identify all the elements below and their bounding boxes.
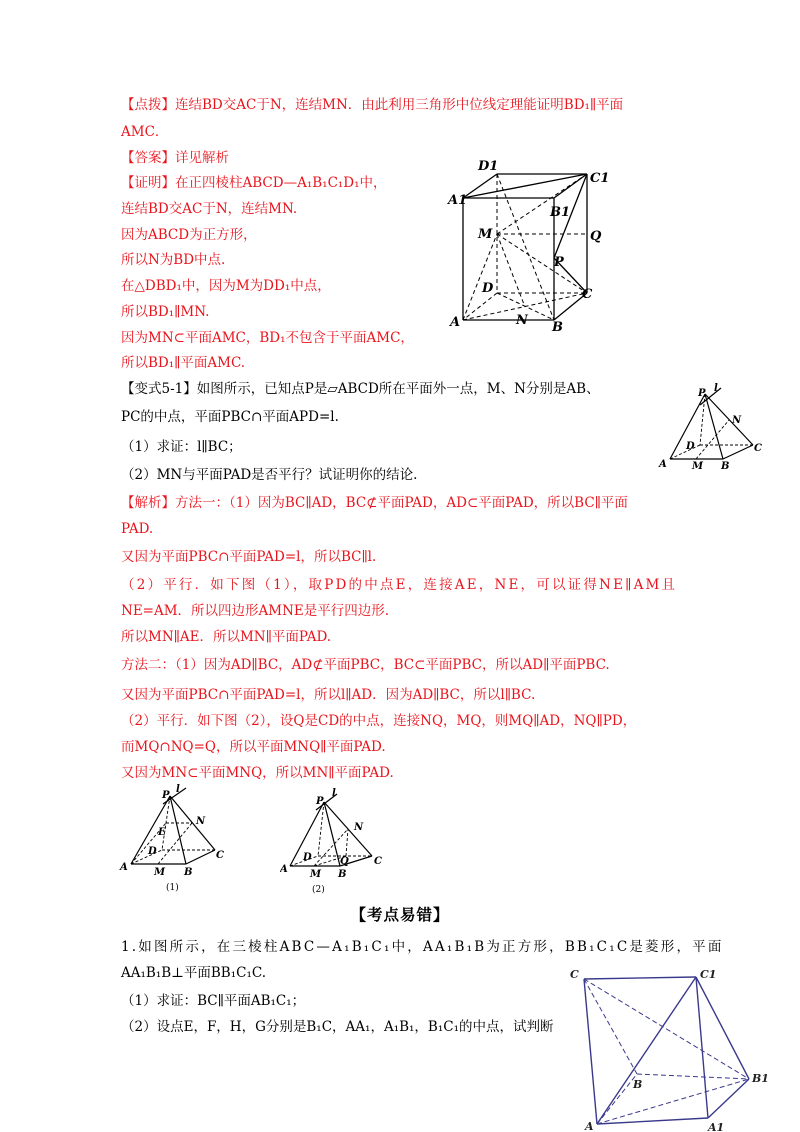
label-A: A: [120, 862, 128, 873]
label-C: C: [754, 443, 762, 454]
label-N: N: [516, 313, 528, 328]
variant-question-cont: PC的中点，平面PBC∩平面APD=l.: [121, 409, 339, 425]
solution-line: 又因为MN⊂平面MNQ，所以MN∥平面PAD.: [121, 765, 394, 781]
question-part-2: （2）MN与平面PAD是否平行？试证明你的结论.: [121, 467, 418, 483]
proof-line: 因为ABCD为正方形，: [121, 227, 257, 243]
label-P: P: [698, 388, 706, 399]
label-E: E: [158, 827, 166, 838]
label-N: N: [354, 822, 364, 833]
proof-line: 所以BD₁∥平面AMC.: [121, 355, 246, 371]
question-part-1: （1）求证：l∥BC；: [121, 439, 242, 455]
prism-figure: [440, 152, 610, 337]
solution-line: PAD.: [121, 521, 154, 537]
label-A1: A1: [448, 193, 468, 208]
problem-1-part-2: （2）设点E，F，H，G分别是B₁C，AA₁，A₁B₁，B₁C₁的中点，试判断: [121, 1019, 554, 1035]
figure-1: [118, 784, 233, 894]
label-C: C: [582, 287, 593, 302]
hint-line-cont: AMC．: [121, 124, 169, 140]
label-D: D: [482, 281, 494, 296]
label-P: P: [316, 796, 324, 807]
figure-2: [280, 784, 395, 894]
label-P: P: [162, 790, 170, 801]
label-P: P: [554, 255, 564, 270]
proof-line: 【证明】在正四棱柱ABCD—A₁B₁C₁D₁中，: [121, 175, 387, 191]
label-A: A: [450, 315, 461, 330]
label-C: C: [216, 850, 224, 861]
label-C: C: [570, 968, 579, 981]
proof-line: 所以BD₁∥MN.: [121, 304, 210, 320]
label-M: M: [154, 867, 166, 878]
problem-1-part-1: （1）求证：BC∥平面AB₁C₁；: [121, 993, 306, 1009]
problem-1-line: 1.如图所示，在三棱柱ABC—A₁B₁C₁中，AA₁B₁B为正方形，BB₁C₁C是菱形，平面: [121, 939, 724, 955]
proof-line: 连结BD交AC于N，连结MN.: [121, 201, 298, 217]
pyramid-figure: [650, 383, 775, 473]
label-A: A: [659, 459, 667, 470]
label-D1: D1: [478, 159, 499, 174]
solution-line: 又因为平面PBC∩平面PAD=l，所以BC∥l.: [121, 549, 377, 565]
label-M: M: [692, 461, 704, 472]
label-l: l: [176, 784, 180, 795]
label-B: B: [552, 320, 563, 335]
solution-line: 【解析】方法一：（1）因为BC∥AD，BC⊄平面PAD，AD⊂平面PAD，所以BC∥平面: [121, 495, 628, 511]
label-A: A: [585, 1120, 594, 1132]
section-title: 【考点易错】: [350, 905, 450, 924]
proof-line: 在△DBD₁中，因为M为DD₁中点，: [121, 278, 331, 294]
label-B1: B1: [550, 205, 571, 220]
label-B: B: [633, 1078, 643, 1091]
solution-line: （2）平行．如下图（1），取PD的中点E，连接AE，NE，可以证得NE∥AM且: [121, 577, 678, 593]
proof-line: 所以N为BD中点.: [121, 252, 226, 268]
label-B1: B1: [752, 1072, 769, 1085]
variant-question: 【变式5-1】如图所示，已知点P是▱ABCD所在平面外一点，M、N分别是AB、: [121, 381, 600, 397]
label-D: D: [303, 852, 312, 863]
answer-label: 【答案】详见解析: [121, 150, 229, 166]
label-Q: Q: [590, 229, 602, 244]
label-C1: C1: [700, 968, 717, 981]
hint-line: 【点拨】连结BD交AC于N，连结MN．由此利用三角形中位线定理能证明BD₁∥平面: [121, 97, 624, 113]
figure-2-caption: (2): [312, 885, 325, 894]
label-M: M: [478, 227, 493, 242]
label-C1: C1: [590, 171, 610, 186]
label-Q: Q: [340, 856, 349, 867]
solution-line: （2）平行．如下图（2），设Q是CD的中点，连接NQ，MQ，则MQ∥AD，NQ∥PD，: [121, 713, 637, 729]
label-l: l: [714, 383, 718, 394]
solution-line: 又因为平面PBC∩平面PAD=l，所以l∥AD．因为AD∥BC，所以l∥BC.: [121, 687, 536, 703]
figure-1-caption: (1): [166, 883, 179, 893]
label-B: B: [184, 867, 193, 878]
label-B: B: [721, 461, 730, 472]
label-N: N: [196, 816, 206, 827]
solution-line: NE=AM．所以四边形AMNE是平行四边形.: [121, 603, 390, 619]
label-l: l: [332, 788, 336, 799]
solution-line: 而MQ∩NQ=Q，所以平面MNQ∥平面PAD.: [121, 739, 386, 755]
triprism-figure: [562, 960, 772, 1132]
label-A: A: [280, 864, 288, 875]
proof-line: 因为MN⊂平面AMC，BD₁不包含于平面AMC，: [121, 330, 414, 346]
label-N: N: [732, 415, 742, 426]
problem-1-line: AA₁B₁B⊥平面BB₁C₁C.: [121, 965, 266, 981]
solution-line: 方法二：（1）因为AD∥BC，AD⊄平面PBC，BC⊂平面PBC，所以AD∥平面PBC.: [121, 657, 610, 673]
label-B: B: [338, 869, 347, 880]
label-D: D: [686, 441, 695, 452]
label-C: C: [374, 856, 382, 867]
label-D: D: [148, 846, 157, 857]
label-A1: A1: [708, 1121, 725, 1132]
label-M: M: [310, 869, 322, 880]
solution-line: 所以MN∥AE．所以MN∥平面PAD.: [121, 629, 332, 645]
